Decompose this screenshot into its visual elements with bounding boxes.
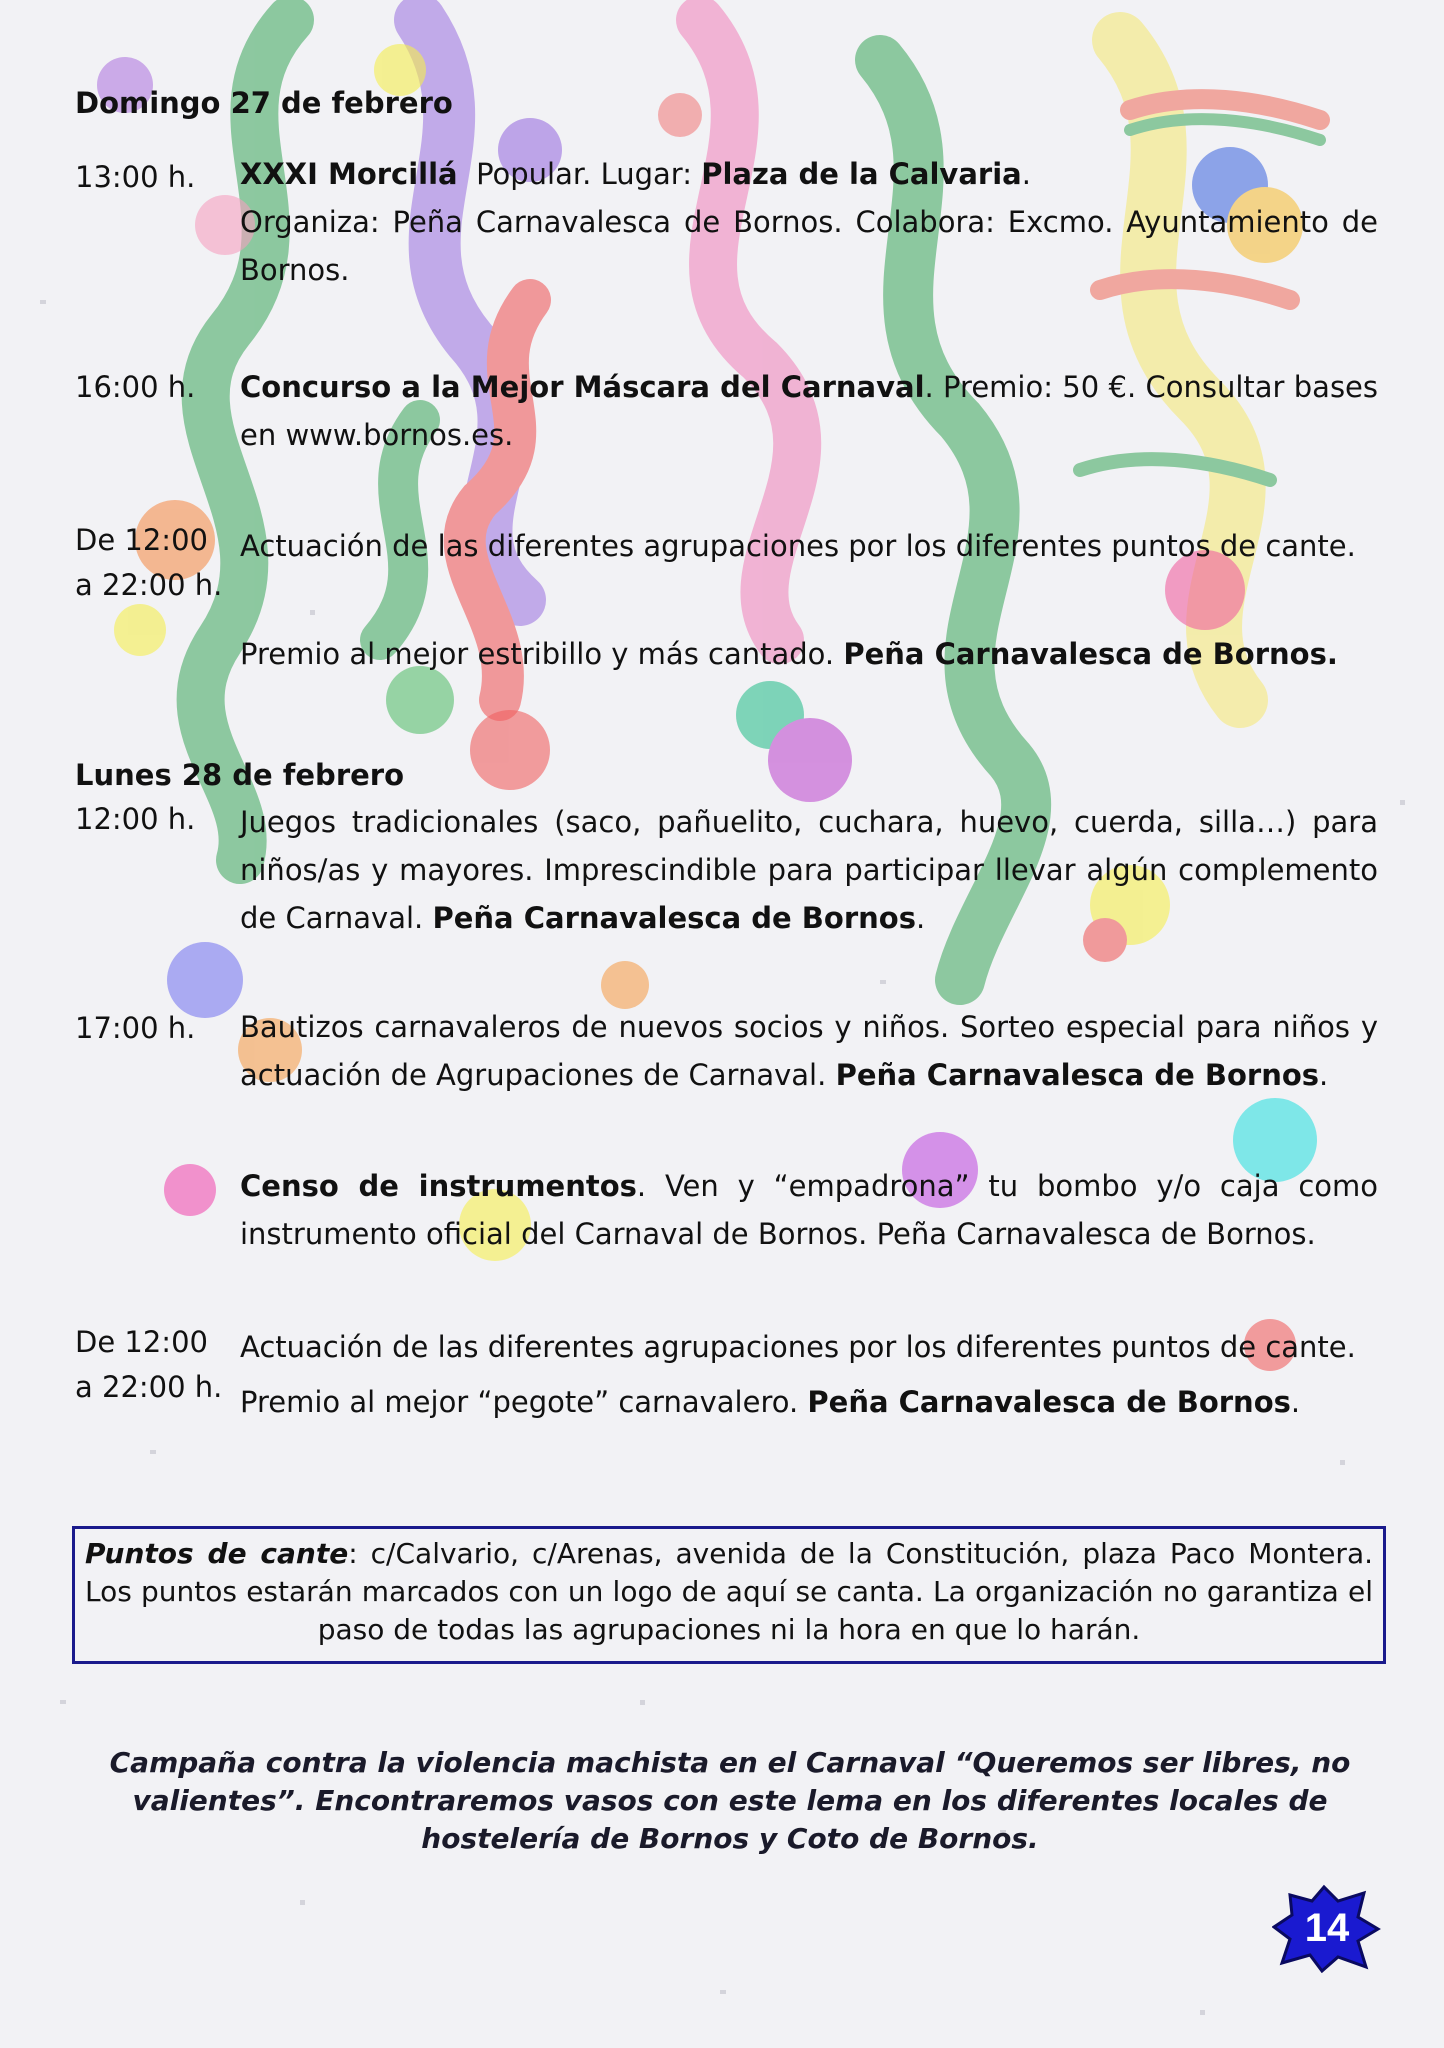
event-time: 16:00 h. [75, 370, 196, 404]
event-instrument-census: Censo de instrumentos. Ven y “empadrona” tu bombo y/o caja como instrumento oficial del Carnaval de Bornos. Peña Carnavalesca de Bornos. [240, 1169, 1378, 1251]
campaign-text: Campaña contra la violencia machista en el Carnaval “Queremos ser libres, no valientes”. Encontraremos vasos con este lema en los diferentes locales de hostelería de Bornos y Coto de Bornos. [109, 1746, 1351, 1855]
event-morcilla: XXXI Morcillá Popular. Lugar: Plaza de la Calvaria. Organiza: Peña Carnavalesca de Bornos. Colabora: Excmo. Ayuntamiento de Bornos. [240, 150, 1378, 294]
event-baptisms: Bautizos carnavaleros de nuevos socios y niños. Sorteo especial para niños y actuación de Agrupaciones de Carnaval. Peña Carnavalesca de Bornos. [240, 1010, 1378, 1092]
notice-lead: Puntos de cante [85, 1537, 349, 1570]
event-title: XXXI Morcillá [240, 157, 458, 191]
notice-text: : c/Calvario, c/Arenas, avenida de la Constitución, plaza Paco Montera. Los puntos estarán marcados con un logo de aquí se canta. La organización no garantiza el paso de todas las agrupaciones ni la hora en que lo harán. [85, 1537, 1374, 1646]
event-time: 13:00 h. [75, 160, 196, 194]
page-number: 14 [1304, 1905, 1350, 1950]
event-time: 17:00 h. [75, 1011, 196, 1045]
event-title: Censo de instrumentos [240, 1169, 637, 1203]
organizer-name: Peña Carnavalesca de Bornos [835, 1058, 1320, 1092]
event-performances-monday: Actuación de las diferentes agrupaciones por los diferentes puntos de cante. Premio al mejor “pegote” carnavalero. Peña Carnavalesca de Bornos. [240, 1330, 1356, 1419]
event-time-range: De 12:00 a 22:00 h. [75, 523, 223, 602]
event-performances: Actuación de las diferentes agrupaciones por los diferentes puntos de cante. Premio al mejor estribillo y más cantado. Peña Carnavalesca de Bornos. [240, 529, 1356, 671]
singing-points-notice [72, 1526, 1386, 1664]
event-traditional-games: Juegos tradicionales (saco, pañuelito, cuchara, huevo, cuerda, silla…) para niños/as y mayores. Imprescindible para participar llevar algún complemento de Carnaval. Peña Carnavalesca de Bornos. [240, 805, 1378, 935]
day-title-sunday: Domingo 27 de febrero [75, 86, 453, 120]
event-time-range: De 12:00 a 22:00 h. [75, 1325, 223, 1404]
event-organizer: Organiza: Peña Carnavalesca de Bornos. Colabora: Excmo. Ayuntamiento de Bornos. [240, 205, 1378, 287]
event-place: Plaza de la Calvaria [701, 157, 1022, 191]
organizer-name: Peña Carnavalesca de Bornos [807, 1385, 1291, 1419]
organizer-name: Peña Carnavalesca de Bornos. [843, 637, 1338, 671]
event-mask-contest: Concurso a la Mejor Máscara del Carnaval. Premio: 50 €. Consultar bases en www.bornos.es. [240, 370, 1378, 452]
event-title: Concurso a la Mejor Máscara del Carnaval [240, 370, 925, 404]
event-time: 12:00 h. [75, 802, 196, 836]
day-title-monday: Lunes 28 de febrero [75, 758, 405, 792]
organizer-name: Peña Carnavalesca de Bornos [432, 901, 916, 935]
